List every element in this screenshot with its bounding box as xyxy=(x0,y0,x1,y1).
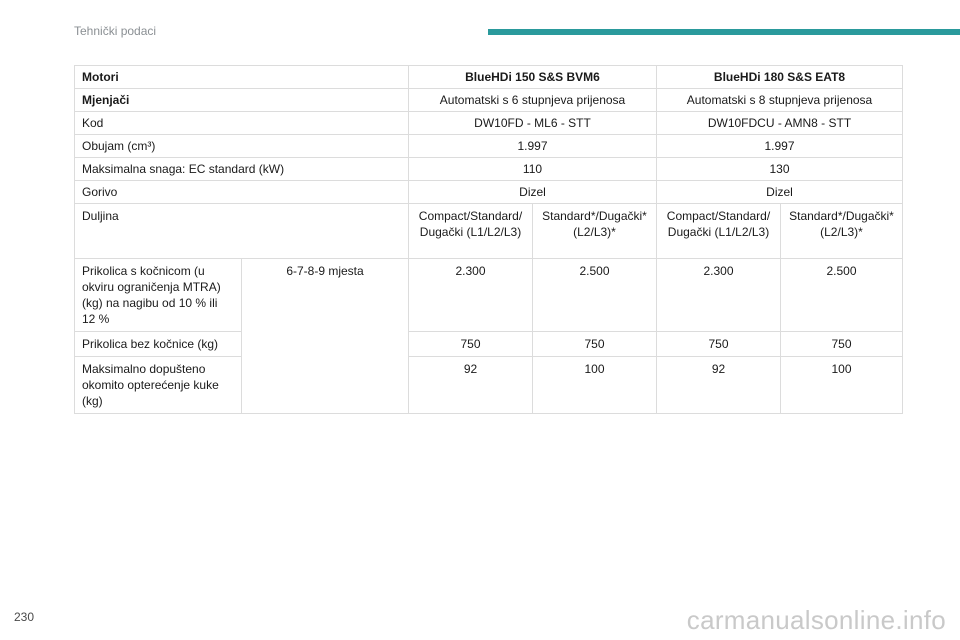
engine-1-length-short: Compact/Standard/ Dugački (L1/L2/L3) xyxy=(409,204,533,259)
engine-2-fuel: Dizel xyxy=(657,181,903,204)
row-label-length: Duljina xyxy=(75,204,409,259)
engine-1-power: 110 xyxy=(409,158,657,181)
engine-1-length-long: Standard*/Dugački* (L2/L3)* xyxy=(533,204,657,259)
hitch-load-value: 100 xyxy=(781,357,903,414)
table-row-trailer-unbraked xyxy=(75,332,903,357)
row-label-engines: Motori xyxy=(75,66,409,89)
trailer-unbraked-value: 750 xyxy=(657,332,781,357)
table-row-fuel xyxy=(75,181,903,204)
section-title: Tehnički podaci xyxy=(74,24,157,38)
table-row-power xyxy=(75,158,903,181)
engine-1-code: DW10FD - ML6 - STT xyxy=(409,112,657,135)
engine-1-gearbox: Automatski s 6 stupnjeva prijenosa xyxy=(409,89,657,112)
section-accent-bar xyxy=(488,29,960,35)
engine-2-length-long: Standard*/Dugački* (L2/L3)* xyxy=(781,204,903,259)
trailer-unbraked-value: 750 xyxy=(409,332,533,357)
trailer-unbraked-value: 750 xyxy=(781,332,903,357)
row-label-trailer-braked: Prikolica s kočnicom (u okviru ograničenja MTRA) (kg) na nagibu od 10 % ili 12 % xyxy=(75,259,242,332)
engine-2-length-short: Compact/Standard/ Dugački (L1/L2/L3) xyxy=(657,204,781,259)
hitch-load-value: 92 xyxy=(657,357,781,414)
trailer-unbraked-value: 750 xyxy=(533,332,657,357)
engine-2-code: DW10FDCU - AMN8 - STT xyxy=(657,112,903,135)
row-label-displacement: Obujam (cm³) xyxy=(75,135,409,158)
row-label-trailer-unbraked: Prikolica bez kočnice (kg) xyxy=(75,332,242,357)
page-number: 230 xyxy=(14,610,35,624)
trailer-braked-value: 2.300 xyxy=(409,259,533,332)
engine-2-gearbox: Automatski s 8 stupnjeva prijenosa xyxy=(657,89,903,112)
engine-1-name: BlueHDi 150 S&S BVM6 xyxy=(409,66,657,89)
engine-1-displacement: 1.997 xyxy=(409,135,657,158)
hitch-load-value: 92 xyxy=(409,357,533,414)
trailer-braked-value: 2.300 xyxy=(657,259,781,332)
row-label-code: Kod xyxy=(75,112,409,135)
engine-2-name: BlueHDi 180 S&S EAT8 xyxy=(657,66,903,89)
trailer-braked-value: 2.500 xyxy=(781,259,903,332)
engine-1-fuel: Dizel xyxy=(409,181,657,204)
engine-2-displacement: 1.997 xyxy=(657,135,903,158)
engine-2-power: 130 xyxy=(657,158,903,181)
row-label-gearbox: Mjenjači xyxy=(75,89,409,112)
specifications-table xyxy=(74,65,903,414)
seats-cell: 6-7-8-9 mjesta xyxy=(242,259,409,414)
trailer-braked-value: 2.500 xyxy=(533,259,657,332)
table-row-trailer-braked xyxy=(75,259,903,332)
row-label-fuel: Gorivo xyxy=(75,181,409,204)
hitch-load-value: 100 xyxy=(533,357,657,414)
row-label-power: Maksimalna snaga: EC standard (kW) xyxy=(75,158,409,181)
table-row-engines xyxy=(75,66,903,89)
table-row-code xyxy=(75,112,903,135)
table-row-hitch-load xyxy=(75,357,903,414)
table-row-displacement xyxy=(75,135,903,158)
row-label-hitch-load: Maksimalno dopušteno okomito opterećenje kuke (kg) xyxy=(75,357,242,414)
table-row-length xyxy=(75,204,903,259)
watermark-text: carmanualsonline.info xyxy=(686,605,946,635)
table-row-gearbox xyxy=(75,89,903,112)
